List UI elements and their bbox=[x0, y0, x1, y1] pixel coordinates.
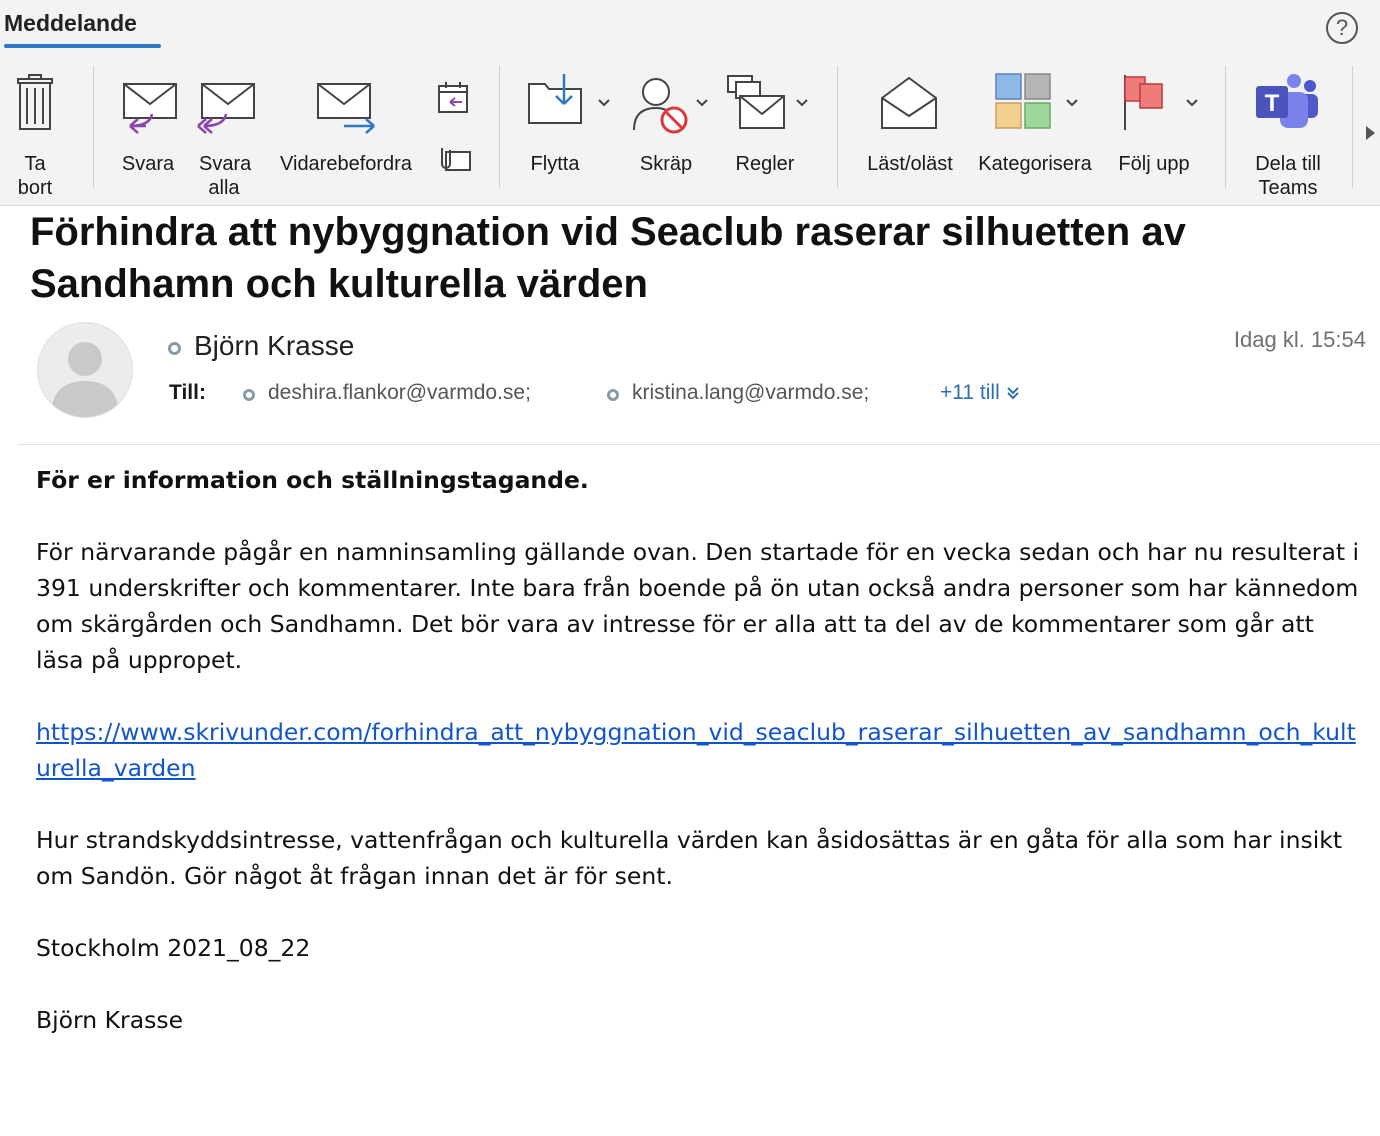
reply-all-icon bbox=[194, 80, 256, 136]
chevron-down-icon bbox=[1064, 96, 1080, 110]
rules-icon bbox=[726, 72, 790, 132]
chevron-down-icon bbox=[1184, 96, 1200, 110]
separator bbox=[837, 66, 838, 188]
teams-icon bbox=[1254, 72, 1320, 134]
reply-button[interactable] bbox=[114, 72, 182, 192]
header-divider bbox=[18, 444, 1380, 445]
more-recipients-link[interactable] bbox=[940, 381, 1020, 405]
tab-message[interactable]: Meddelande bbox=[4, 10, 137, 36]
share-teams-button[interactable] bbox=[1238, 72, 1338, 199]
rules-label: Regler bbox=[735, 153, 795, 175]
reply-icon bbox=[118, 80, 180, 136]
forward-label: Vidarebefordra bbox=[280, 153, 412, 175]
presence-status-icon bbox=[243, 389, 255, 401]
rules-button[interactable] bbox=[724, 72, 816, 192]
body-paragraph: Hur strandskyddsintresse, vattenfrågan och kulturella värden kan åsidosättas är en gåta för alla som har insikt om Sandön. Gör något åt frågan innan det är för sent. bbox=[36, 826, 1343, 890]
separator bbox=[499, 66, 500, 188]
body-intro: För er information och ställningstagande. bbox=[36, 466, 589, 494]
separator bbox=[1352, 66, 1353, 188]
avatar bbox=[37, 322, 133, 418]
sender-name[interactable]: Björn Krasse bbox=[194, 330, 355, 361]
junk-button[interactable] bbox=[624, 72, 714, 192]
ribbon-overflow-arrow-icon[interactable] bbox=[1366, 126, 1375, 140]
junk-icon bbox=[628, 74, 692, 136]
junk-label: Skräp bbox=[639, 153, 693, 175]
categorize-button[interactable] bbox=[970, 72, 1100, 192]
double-chevron-down-icon bbox=[1006, 385, 1020, 401]
separator bbox=[1225, 66, 1226, 188]
open-envelope-icon bbox=[878, 74, 940, 134]
reply-all-button[interactable] bbox=[190, 72, 258, 199]
person-placeholder-icon bbox=[38, 323, 132, 417]
reply-all-label: Svara alla bbox=[199, 153, 252, 199]
delete-button[interactable] bbox=[0, 72, 70, 199]
flag-icon bbox=[1120, 72, 1170, 132]
presence-status-icon bbox=[607, 389, 619, 401]
message-date: Idag kl. 15:54 bbox=[1233, 327, 1366, 352]
message-subject: Förhindra att nybyggnation vid Seaclub raserar silhuetten av Sandhamn och kulturella värden bbox=[30, 210, 1186, 306]
follow-up-button[interactable] bbox=[1108, 72, 1212, 192]
separator bbox=[93, 66, 94, 188]
message-body bbox=[36, 462, 1366, 1074]
attachment-forward-icon[interactable] bbox=[436, 144, 472, 174]
ribbon bbox=[0, 0, 1380, 206]
read-unread-button[interactable] bbox=[858, 72, 962, 192]
delete-label: Ta bort bbox=[17, 153, 53, 199]
categorize-label: Kategorisera bbox=[978, 153, 1092, 175]
reply-label: Svara bbox=[121, 153, 175, 175]
svg-text:T: T bbox=[1264, 90, 1280, 117]
meeting-reply-icon[interactable] bbox=[436, 80, 472, 116]
share-teams-label: Dela till Teams bbox=[1255, 153, 1321, 199]
chevron-down-icon bbox=[794, 96, 810, 110]
place-date: Stockholm 2021_08_22 bbox=[36, 934, 311, 962]
categories-icon bbox=[994, 72, 1054, 132]
signature: Björn Krasse bbox=[36, 1006, 184, 1034]
move-folder-icon bbox=[526, 72, 586, 132]
move-label: Flytta bbox=[530, 153, 580, 175]
chevron-down-icon bbox=[596, 96, 612, 110]
trash-icon bbox=[15, 74, 55, 132]
recipient[interactable]: kristina.lang@varmdo.se; bbox=[632, 381, 870, 404]
chevron-down-icon bbox=[694, 96, 710, 110]
move-button[interactable] bbox=[520, 72, 610, 192]
tab-active-indicator bbox=[4, 44, 161, 48]
forward-button[interactable] bbox=[266, 72, 426, 192]
body-paragraph: För närvarande pågår en namninsamling gällande ovan. Den startade för en vecka sedan och har nu resulterat i 391 underskrifter och kommentarer. Inte bara från boende på ön utan också andra personer som har kännedom om skärgården och Sandhamn. Det bör vara av intresse för er alla att ta del av de kommentarer som går att läsa på uppropet. bbox=[36, 538, 1360, 674]
help-icon[interactable]: ? bbox=[1326, 12, 1358, 44]
more-recipients-label: +11 till bbox=[940, 381, 1000, 404]
to-label: Till: bbox=[169, 381, 206, 404]
follow-up-label: Följ upp bbox=[1118, 153, 1190, 175]
recipient[interactable]: deshira.flankor@varmdo.se; bbox=[268, 381, 531, 404]
presence-status-icon bbox=[168, 342, 181, 355]
forward-icon bbox=[314, 80, 380, 136]
petition-link[interactable]: https://www.skrivunder.com/forhindra_att_nybyggnation_vid_seaclub_raserar_silhuetten_av_sandhamn_och_kulturella_varden bbox=[36, 718, 1356, 782]
read-unread-label: Läst/oläst bbox=[867, 153, 953, 175]
